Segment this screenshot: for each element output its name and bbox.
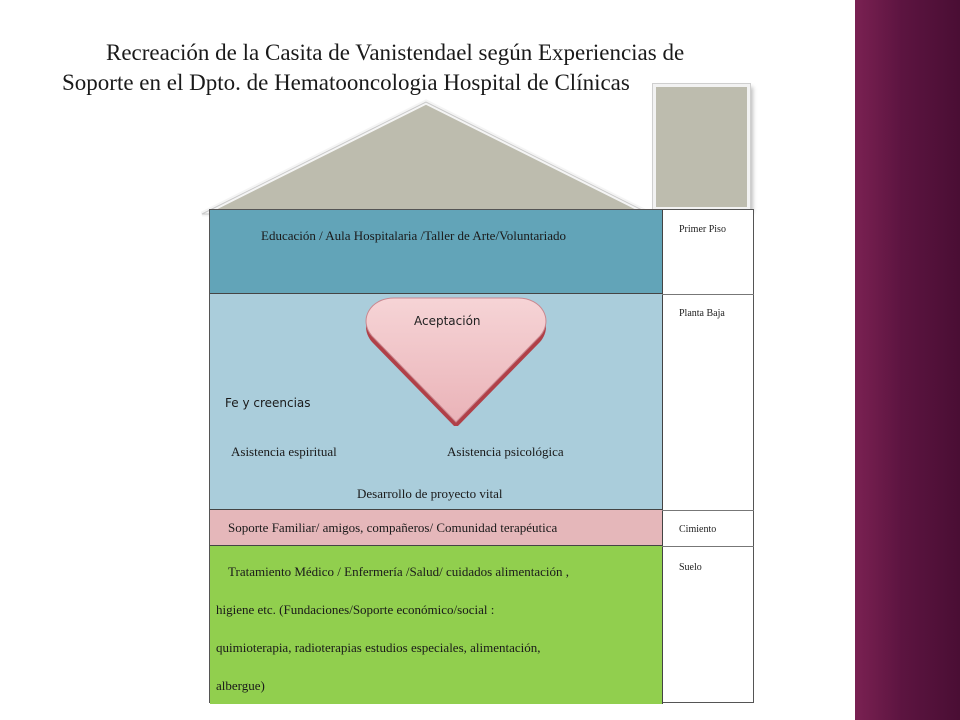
floor-primer-piso: [210, 210, 662, 294]
label-planta-baja: Planta Baja: [679, 308, 725, 319]
primer-piso-text: Educación / Aula Hospitalaria /Taller de Arte/Voluntariado: [261, 228, 566, 243]
label-row-divider: [662, 294, 754, 295]
label-cimiento: Cimiento: [679, 524, 717, 535]
floor-suelo: [210, 546, 662, 704]
decorative-side-bar: [855, 0, 960, 720]
resilience-house: [209, 209, 754, 703]
suelo-line-2: higiene etc. (Fundaciones/Soporte económico/social :: [216, 602, 495, 617]
label-row-divider: [662, 546, 754, 547]
suelo-line-1: Tratamiento Médico / Enfermería /Salud/ cuidados alimentación ,: [228, 564, 570, 579]
cimiento-text: Soporte Familiar/ amigos, compañeros/ Comunidad terapéutica: [228, 520, 558, 535]
house-roof: [196, 98, 656, 220]
title-line-2: Soporte en el Dpto. de Hematooncologia Hospital de Clínicas: [62, 70, 630, 95]
asistencia-psicologica-text: Asistencia psicológica: [447, 444, 564, 459]
title-line-1: Recreación de la Casita de Vanistendael según Experiencias de: [106, 40, 685, 65]
floor-cimiento: [210, 510, 662, 546]
label-suelo: Suelo: [679, 562, 702, 573]
heart-label: Aceptación: [414, 314, 481, 328]
fe-creencias-text: Fe y creencias: [225, 396, 311, 410]
label-column-divider: [662, 210, 663, 704]
label-row-divider: [662, 510, 754, 511]
suelo-line-3: quimioterapia, radioterapias estudios especiales, alimentación,: [216, 640, 541, 655]
label-primer-piso: Primer Piso: [679, 224, 726, 235]
asistencia-espiritual-text: Asistencia espiritual: [231, 444, 337, 459]
suelo-line-4: albergue): [216, 678, 265, 693]
proyecto-vital-text: Desarrollo de proyecto vital: [357, 486, 503, 501]
house-chimney: [653, 84, 750, 210]
